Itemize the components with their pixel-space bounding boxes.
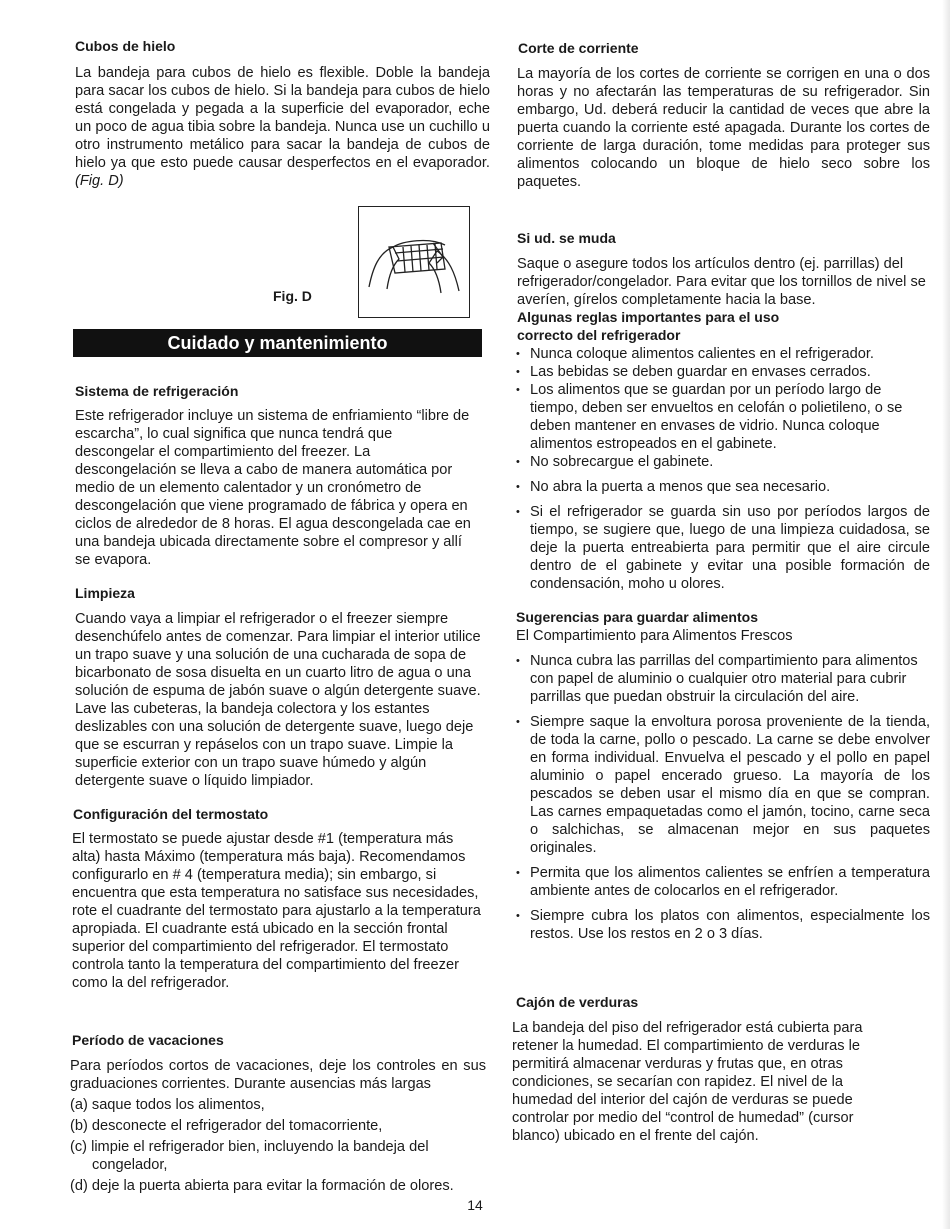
cajon-heading: Cajón de verduras [516,994,639,1010]
muda-heading: Si ud. se muda [517,230,616,246]
vacaciones-item-c: (c) limpie el refrigerador bien, incluyendo la bandeja del [70,1139,429,1155]
termostato-heading: Configuración del termostato [73,806,269,822]
vacaciones-item-c-cont: congelador, [92,1157,168,1173]
sistema-heading: Sistema de refrigeración [75,383,239,399]
list-item: • Las bebidas se deben guardar en envases cerrados. [516,363,930,381]
figure-d-box [358,206,470,318]
limpieza-paragraph: Cuando vaya a limpiar el refrigerador o el freezer siempre desenchúfelo antes de comenzar. Para limpiar el interior utilice un trapo suave y una solución de una cucharada de sopa de bicarbonato de sosa disuelta en un cuarto litro de agua o una solución de espuma de jabón suave o algún detergente suave. Lave las cubeteras, la bandeja colectora y los estantes deslizables con una solución de detergente suave, luego deje que se escurran y repáselos con un trapo suave. Limpie la superficie exterior con un trapo suave húmedo y algún detergente suave o líquido limpiador. [75,611,481,789]
section-banner: Cuidado y mantenimiento [73,329,482,357]
list-item: • Si el refrigerador se guarda sin uso por períodos largos de tiempo, se sugiere que, luego de una limpieza cuidadosa, se deje la puerta entreabierta para permitir que el aire circule dentro de el gabinete y evitar una posible formación de condensación, moho u olores. [516,503,930,593]
muda-paragraph: Saque o asegure todos los artículos dentro (ej. parrillas) del refrigerador/congelador. Para evitar que los tornillos de nivel se averíen, gírelos completamente hacia la base. [517,256,926,308]
reglas-list [516,345,930,593]
sugerencias-subheading: El Compartimiento para Alimentos Frescos [516,628,793,644]
termostato-paragraph: El termostato se puede ajustar desde #1 (temperatura más alta) hasta Máximo (temperatura más baja). Recomendamos configurarlo en # 4 (temperatura media); sin embargo, si encuentra que esta temperatura no satisface sus necesidades, rote el cuadrante del termostato para ajustarlo a la temperatura apropiada. El cuadrante está ubicado en la sección frontal superior del compartimiento del refrigerador. El termostato controla tanto la temperatura del compartimiento del freezer como la del refrigerador. [72,831,481,991]
sistema-paragraph: Este refrigerador incluye un sistema de enfriamiento “libre de escarcha”, lo cual significa que nunca tendrá que descongelar el compartimiento del freezer. La descongelación se lleva a cabo de manera automática por medio de un elemento calentador y un cronómetro de descongelación que viene programado de fábrica y opera en ciclos de alrededor de 8 horas. El agua descongelada cae en una bandeja ubicada directamente sobre el compresor y allí se evapora. [75,408,471,568]
limpieza-heading: Limpieza [75,585,135,601]
list-item: • No sobrecargue el gabinete. [516,453,930,471]
vacaciones-item-b: (b) desconecte el refrigerador del tomacorriente, [70,1118,383,1134]
page-number: 14 [467,1197,483,1213]
vacaciones-paragraph: Para períodos cortos de vacaciones, deje los controles en sus graduaciones corrientes. Durante ausencias más largas [70,1058,486,1092]
list-item: • Siempre cubra los platos con alimentos, especialmente los restos. Use los restos en 2 o 3 días. [516,907,930,943]
vacaciones-item-d: (d) deje la puerta abierta para evitar la formación de olores. [70,1178,454,1194]
cajon-paragraph: La bandeja del piso del refrigerador está cubierta para retener la humedad. El compartimiento de verduras le permitirá almacenar verduras y frutas que, en otras condiciones, se secarían con rapidez. El nivel de la humedad del interior del cajón de verduras se puede controlar por medio del “control de humedad” (cursor blanco) ubicado en el frente del cajón. [512,1020,863,1144]
sugerencias-list [516,652,930,943]
corte-heading: Corte de corriente [518,40,639,56]
cubos-paragraph: La bandeja para cubos de hielo es flexible. Doble la bandeja para sacar los cubos de hielo. Si la bandeja para cubos de hielo está congelada y pegada a la superficie del evaporador, eche un poco de agua tibia sobre la bandeja. Nunca use un cuchillo u otro instrumento metálico para sacar la bandeja de cubos de hielo ya que esto puede causar desperfectos en el evaporador. (Fig. D) [75,65,490,189]
list-item: • Siempre saque la envoltura porosa proveniente de la tienda, de toda la carne, pollo o pescado. La carne se debe envolver en forma individual. Envuelva el pescado y el pollo en papel aluminio o papel encerado grueso. La mayoría de los pescados se deben usar el mismo día en que se compran. Las carnes empaquetadas como el jamón, tocino, carne seca o salchichas, se almacenan mejor en sus paquetes originales. [516,713,930,857]
vacaciones-heading: Período de vacaciones [72,1032,224,1048]
list-item: • Permita que los alimentos calientes se enfríen a temperatura ambiente antes de colocarlos en el refrigerador. [516,864,930,900]
reglas-heading-line2: correcto del refrigerador [517,327,681,343]
ice-tray-hands-icon [359,207,469,317]
vacaciones-item-a: (a) saque todos los alimentos, [70,1097,265,1113]
list-item: • No abra la puerta a menos que sea necesario. [516,478,930,496]
list-item: • Los alimentos que se guardan por un período largo de tiempo, deben ser envueltos en celofán o polietileno, o se deben mantener en envases de vidrio. Nunca coloque alimentos estropeados en el gabinete. [516,381,930,453]
figure-d-label: Fig. D [273,288,312,304]
list-item: • Nunca cubra las parrillas del compartimiento para alimentos con papel de aluminio o cualquier otro material para cubrir parrillas que puedan obstruir la circulación del aire. [516,652,930,706]
cubos-heading: Cubos de hielo [75,38,176,54]
fig-reference: (Fig. D) [75,173,124,189]
sugerencias-heading: Sugerencias para guardar alimentos [516,609,758,625]
corte-paragraph: La mayoría de los cortes de corriente se corrigen en una o dos horas y no afectarán las temperaturas de su refrigerador. Sin embargo, Ud. deberá reducir la cantidad de veces que abre la puerta cuando la corriente esté apagada. Durante los cortes de corriente de larga duración, tome medidas para proteger sus alimentos colocando un bloque de hielo seco sobre los paquetes. [517,66,930,190]
list-item: • Nunca coloque alimentos calientes en el refrigerador. [516,345,930,363]
reglas-heading-line1: Algunas reglas importantes para el uso [517,309,780,325]
scan-edge-shadow [942,0,950,1229]
